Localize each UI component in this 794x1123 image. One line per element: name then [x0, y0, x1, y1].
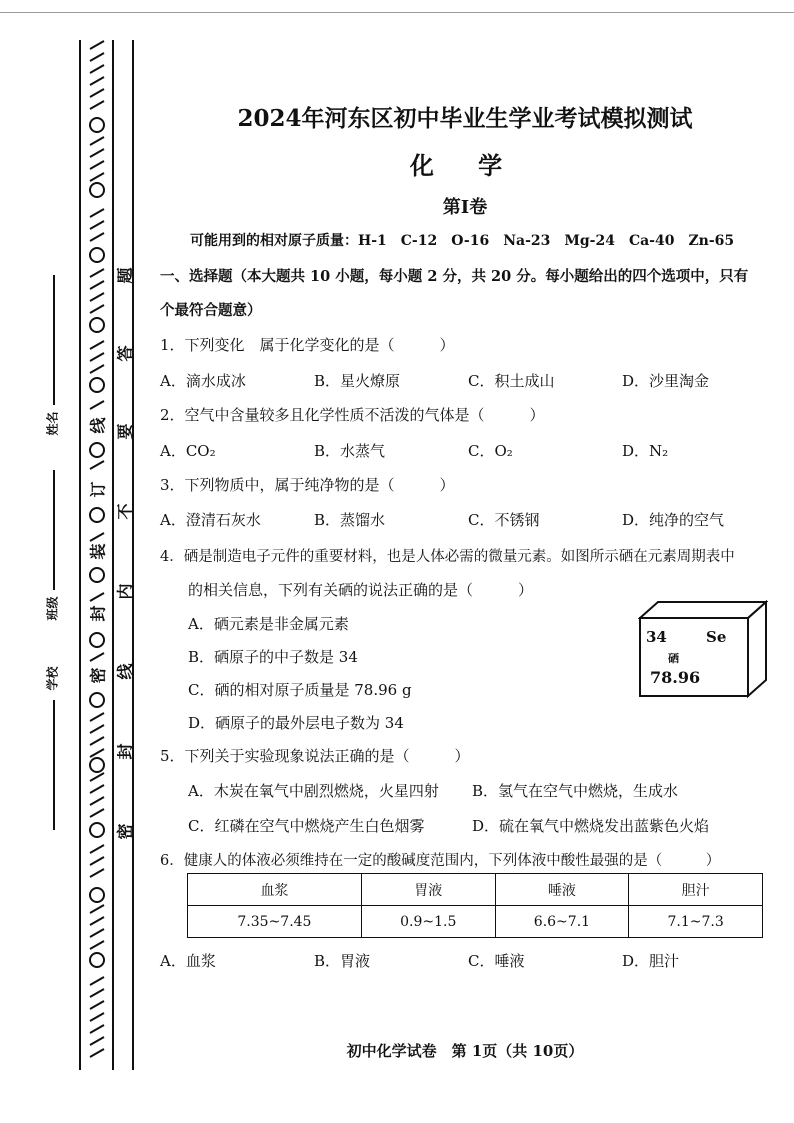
seal-slash [90, 1025, 104, 1033]
seal-slash [90, 857, 104, 865]
seal-slash [90, 41, 104, 49]
seal-circle [90, 633, 104, 647]
element-card-selenium [638, 600, 768, 700]
seal-slash [90, 281, 104, 289]
question-2: 2．空气中含量较多且化学性质不活泼的气体是（ ） [160, 406, 545, 424]
seal-slash [90, 65, 104, 73]
question-3: 3．下列物质中，属于纯净物的是（ ） [160, 476, 455, 494]
seal-slash [90, 161, 104, 169]
element-number: 34 [646, 628, 667, 646]
ph-table-value-row [188, 906, 763, 938]
ph-value: 0.9~1.5 [361, 906, 495, 938]
seal-mark-zhuang: 装 [88, 543, 108, 560]
seal-mark-ding: 订 [88, 481, 108, 498]
q2-option-c[interactable]: C．O₂ [468, 442, 513, 460]
seal-slash [90, 905, 104, 913]
seal-slash [90, 173, 104, 181]
seal-slash [90, 725, 104, 733]
seal-circle [90, 693, 104, 707]
ph-header: 胃液 [361, 874, 495, 906]
q3-option-a[interactable]: A．澄清石灰水 [160, 511, 261, 529]
seal-slash [90, 809, 104, 817]
ph-header: 唾液 [495, 874, 629, 906]
seal-slash [90, 1001, 104, 1009]
seal-circle [90, 508, 104, 522]
seal-slash [90, 77, 104, 85]
school-field[interactable] [53, 700, 55, 830]
ph-value: 7.1~7.3 [629, 906, 763, 938]
notice-char-7: 封 [115, 743, 135, 760]
q6-option-d[interactable]: D．胆汁 [622, 952, 680, 970]
seal-circle [90, 758, 104, 772]
element-name: 硒 [668, 652, 679, 665]
class-field[interactable] [53, 470, 55, 590]
seal-circle [90, 118, 104, 132]
ph-value: 6.6~7.1 [495, 906, 629, 938]
section-heading-cont: 个最符合题意） [160, 302, 262, 319]
seal-slash [90, 401, 104, 409]
seal-circle [90, 183, 104, 197]
q4-option-d[interactable]: D．硒原子的最外层电子数为 34 [188, 714, 404, 732]
seal-slash [90, 977, 104, 985]
seal-slash [90, 593, 104, 601]
q2-option-b[interactable]: B．水蒸气 [314, 442, 386, 460]
exam-title: 2024年河东区初中毕业生学业考试模拟测试 [237, 105, 693, 132]
notice-char-4: 不 [115, 503, 135, 520]
seal-slash [90, 713, 104, 721]
seal-slash [90, 269, 104, 277]
name-field[interactable] [53, 275, 55, 405]
seal-slash [90, 797, 104, 805]
seal-slash [90, 353, 104, 361]
seal-mark-feng: 封 [88, 605, 108, 622]
volume-title: 第Ⅰ卷 [442, 197, 488, 218]
seal-slash [90, 1013, 104, 1021]
seal-slash [90, 305, 104, 313]
seal-slash [90, 89, 104, 97]
seal-slash [90, 533, 104, 541]
seal-slash [90, 749, 104, 757]
seal-circle [90, 568, 104, 582]
seal-slash [90, 1049, 104, 1057]
q1-option-a[interactable]: A．滴水成冰 [160, 372, 246, 390]
q6-option-c[interactable]: C．唾液 [468, 952, 525, 970]
ph-value: 7.35~7.45 [188, 906, 362, 938]
seal-slash [90, 941, 104, 949]
seal-slash [90, 917, 104, 925]
seal-slash [90, 929, 104, 937]
seal-slash [90, 737, 104, 745]
ph-table [187, 873, 763, 938]
q4-option-c[interactable]: C．硒的相对原子质量是 78.96 g [188, 681, 412, 699]
seal-circle [90, 953, 104, 967]
seal-slash [90, 233, 104, 241]
binding-line-right [132, 40, 134, 1070]
seal-circle [90, 443, 104, 457]
q3-option-c[interactable]: C．不锈钢 [468, 511, 540, 529]
q2-option-a[interactable]: A．CO₂ [160, 442, 216, 460]
seal-circle [90, 888, 104, 902]
seal-circle [90, 823, 104, 837]
q3-option-d[interactable]: D．纯净的空气 [622, 511, 725, 529]
binding-margin [0, 0, 140, 1123]
seal-slash [90, 221, 104, 229]
notice-char-1: 题 [115, 267, 135, 284]
notice-char-5: 内 [115, 583, 135, 600]
element-symbol: Se [706, 628, 727, 646]
question-1: 1．下列变化 属于化学变化的是（ ） [160, 336, 455, 354]
seal-circle [90, 248, 104, 262]
seal-slash [90, 845, 104, 853]
seal-circle [90, 318, 104, 332]
page-footer: 初中化学试卷 第 1页（共 10页） [346, 1042, 584, 1060]
seal-slash [90, 101, 104, 109]
class-label: 班级 [45, 596, 60, 621]
q4-option-a[interactable]: A．硒元素是非金属元素 [188, 615, 349, 633]
ph-header: 血浆 [188, 874, 362, 906]
seal-slash [90, 1037, 104, 1045]
seal-slash [90, 209, 104, 217]
seal-mark-xian: 线 [88, 417, 108, 434]
q1-option-b[interactable]: B．星火燎原 [314, 372, 401, 390]
seal-slash [90, 869, 104, 877]
seal-slash [90, 365, 104, 373]
seal-slash [90, 653, 104, 661]
question-4: 4．硒是制造电子元件的重要材料，也是人体必需的微量元素。如图所示硒在元素周期表中 [160, 549, 735, 565]
q2-option-d[interactable]: D．N₂ [622, 442, 669, 460]
question-6: 6．健康人的体液必须维持在一定的酸碱度范围内，下列体液中酸性最强的是（ ） [160, 853, 721, 869]
question-5: 5．下列关于实验现象说法正确的是（ ） [160, 747, 470, 765]
seal-mark-mi: 密 [88, 667, 108, 684]
notice-char-8: 密 [115, 823, 135, 840]
q6-option-a[interactable]: A．血浆 [160, 952, 216, 970]
seal-slash [90, 137, 104, 145]
school-label: 学校 [45, 666, 60, 691]
ph-table-header-row [188, 874, 763, 906]
name-label: 姓名 [45, 411, 60, 436]
subject-title: 化 学 [409, 151, 521, 180]
element-mass: 78.96 [650, 668, 701, 687]
notice-char-3: 要 [115, 423, 135, 440]
binding-line-mid [112, 40, 114, 1070]
question-4-cont: 的相关信息，下列有关硒的说法正确的是（ ） [188, 581, 534, 599]
notice-char-2: 答 [115, 345, 135, 362]
binding-line-left [79, 40, 81, 1070]
q5-option-b[interactable]: B．氢气在空气中燃烧，生成水 [472, 782, 679, 800]
seal-slash [90, 53, 104, 61]
notice-char-6: 线 [115, 663, 135, 680]
q6-option-b[interactable]: B．胃液 [314, 952, 371, 970]
seal-slash [90, 149, 104, 157]
seal-pattern [0, 0, 140, 1123]
q5-option-d[interactable]: D．硫在氧气中燃烧发出蓝紫色火焰 [472, 817, 710, 835]
seal-slash [90, 461, 104, 469]
seal-slash [90, 341, 104, 349]
q1-option-c[interactable]: C．积土成山 [468, 372, 555, 390]
q4-option-b[interactable]: B．硒原子的中子数是 34 [188, 648, 358, 666]
seal-slash [90, 989, 104, 997]
q1-option-d[interactable]: D．沙里淘金 [622, 372, 710, 390]
seal-slash [90, 293, 104, 301]
seal-slash [90, 785, 104, 793]
ph-header: 胆汁 [629, 874, 763, 906]
section-heading: 一、选择题（本大题共 10 小题，每小题 2 分，共 20 分。每小题给出的四个选项中，只有 [160, 268, 749, 285]
exam-page [160, 0, 770, 1123]
q5-option-a[interactable]: A．木炭在氧气中剧烈燃烧，火星四射 [188, 782, 439, 800]
q5-option-c[interactable]: C．红磷在空气中燃烧产生白色烟雾 [188, 817, 425, 835]
atomic-masses: 可能用到的相对原子质量：H-1 C-12 O-16 Na-23 Mg-24 Ca-40 Zn-65 [190, 233, 735, 249]
q3-option-b[interactable]: B．蒸馏水 [314, 511, 386, 529]
seal-circle [90, 378, 104, 392]
seal-slash [90, 773, 104, 781]
